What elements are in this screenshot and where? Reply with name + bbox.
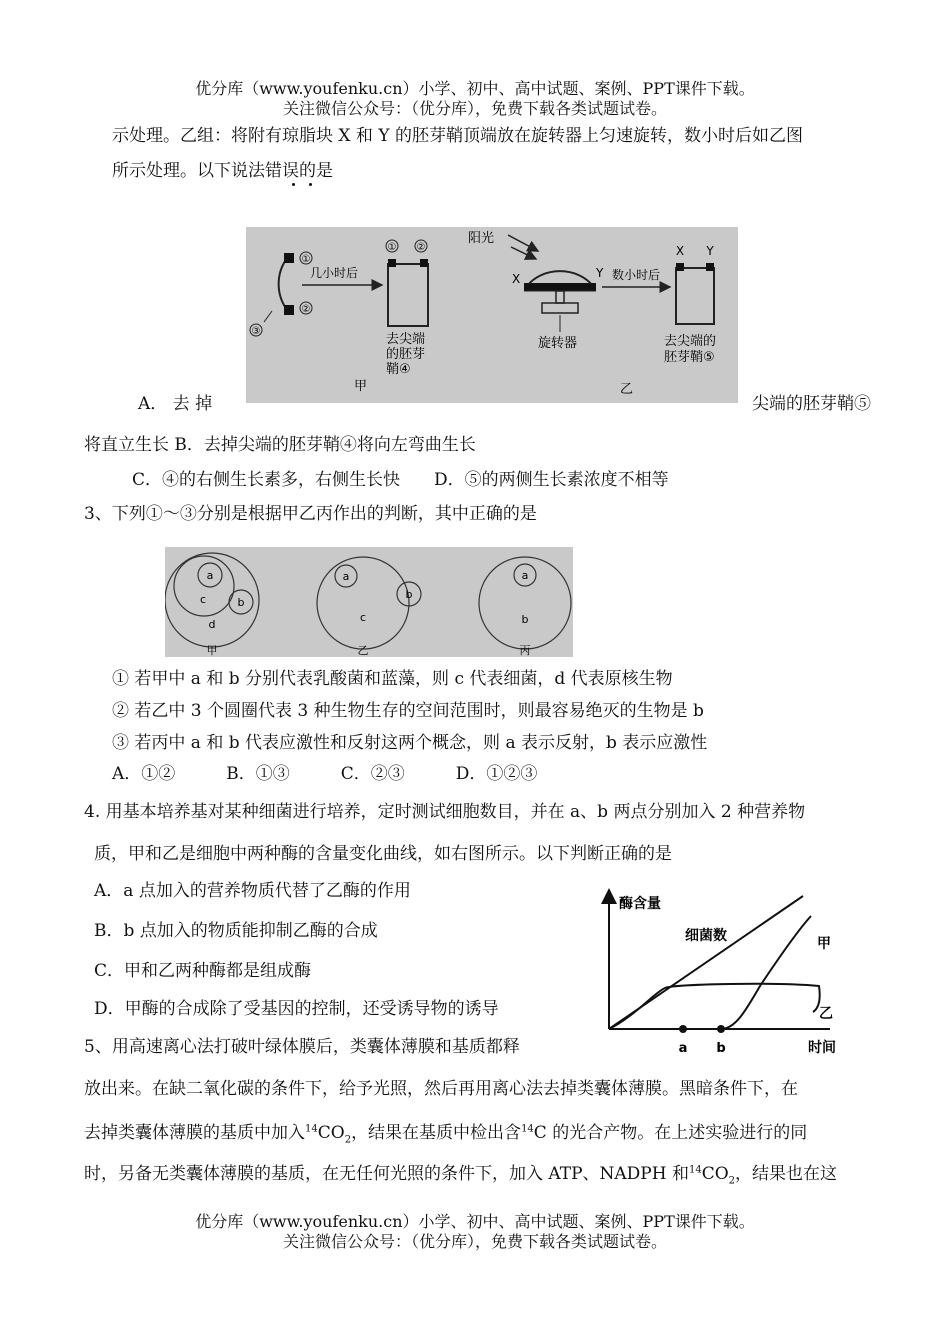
- arrow-b-label: 数小时后: [611, 268, 661, 282]
- agar-block-2: [284, 305, 294, 315]
- arrow-a-label: 几小时后: [309, 266, 359, 280]
- footer-line-1: 优分库（www.youfenku.cn）小学、初中、高中试题、案例、PPT课件下载。: [195, 1212, 755, 1231]
- q5-line-4: 时，另备无类囊体薄膜的基质，在无任何光照的条件下，加入 ATP、NADPH 和$^{14}CO_2$，结果也在这: [84, 1164, 838, 1187]
- q2-option-c-d: C．④的右侧生长素多，右侧生长快 D．⑤的两侧生长素浓度不相等: [132, 470, 669, 490]
- series-yi-line: [609, 984, 820, 1029]
- caption-b-line-1: 去尖端的: [664, 334, 717, 349]
- enzyme-chart: [595, 888, 860, 1058]
- rotator-label: 旋转器: [538, 336, 578, 351]
- top-label-2: ②: [416, 242, 426, 253]
- bing-b: b: [521, 613, 529, 626]
- figure-background: [246, 227, 738, 403]
- x-axis-label: 时间: [808, 1040, 836, 1056]
- jia-a: a: [206, 569, 214, 582]
- y-axis-label: 酶含量: [619, 896, 661, 912]
- q3-statement-2: ② 若乙中 3 个圆圈代表 3 种生物生存的空间范围时，则最容易绝灭的生物是 b: [112, 701, 704, 721]
- top-label-x: X: [675, 244, 685, 258]
- q4-option-d: D．甲酶的合成除了受基因的控制，还受诱导物的诱导: [94, 999, 499, 1019]
- emphasis-dot: [292, 183, 295, 186]
- q2-option-a-right: 尖端的胚芽鞘⑤: [752, 394, 871, 414]
- yi-a: a: [342, 570, 350, 583]
- q3-statement-3: ③ 若丙中 a 和 b 代表应激性和反射这两个概念，则 a 表示反射，b 表示应激性: [112, 733, 708, 753]
- agar-block-1: [284, 253, 294, 263]
- marker-b: [717, 1025, 725, 1033]
- caption-a-line-1: 去尖端: [386, 332, 426, 347]
- circle-2-label: ②: [301, 304, 311, 315]
- bing-name: 丙: [519, 644, 531, 657]
- coleoptile-figure: [246, 227, 738, 403]
- circle-1-label: ①: [301, 254, 311, 265]
- series-bacteria-label: 细菌数: [685, 928, 727, 944]
- label-y: Y: [596, 266, 604, 280]
- q5-line-1: 5、用高速离心法打破叶绿体膜后，类囊体薄膜和基质都释: [84, 1037, 520, 1057]
- series-jia-label: 甲: [817, 936, 831, 952]
- emphasis-dot: [309, 183, 312, 186]
- header-line-1: 优分库（www.youfenku.cn）小学、初中、高中试题、案例、PPT课件下载。: [195, 79, 755, 98]
- label-yi: 乙: [620, 382, 634, 397]
- q4-option-c: C．甲和乙两种酶都是组成酶: [94, 961, 312, 981]
- bing-a: a: [521, 569, 529, 582]
- jia-d: d: [208, 618, 216, 631]
- label-jia: 甲: [354, 379, 368, 394]
- q5-line-3: 去掉类囊体薄膜的基质中加入$^{14}CO_2$，结果在基质中检出含$^{14}$C 的光合产物。在上述实验进行的同: [84, 1123, 808, 1146]
- q3-statement-1: ① 若甲中 a 和 b 分别代表乳酸菌和蓝藻，则 c 代表细菌，d 代表原核生物: [112, 669, 673, 689]
- circle-3-label: ③: [251, 326, 261, 337]
- q2-intro-line-1: 示处理。乙组：将附有琼脂块 X 和 Y 的胚芽鞘顶端放在旋转器上匀速旋转，数小时后如乙图: [112, 126, 803, 146]
- venn-figure: [165, 547, 573, 657]
- jia-b: b: [237, 596, 245, 609]
- q2-option-a-b: 将直立生长 B．去掉尖端的胚芽鞘④将向左弯曲生长: [84, 435, 476, 455]
- top-label-1: ①: [387, 242, 397, 253]
- q3-options: A．①② B．①③ C．②③ D．①②③: [112, 764, 538, 784]
- q4-stem-1: 4. 用基本培养基对某种细菌进行培养，定时测试细胞数目，并在 a、b 两点分别加入 2 种营养物: [84, 802, 806, 822]
- marker-a: [679, 1025, 687, 1033]
- caption-b-line-2: 胚芽鞘⑤: [664, 350, 715, 365]
- q2-option-a-left: A． 去 掉: [138, 394, 213, 414]
- jia-name: 甲: [206, 644, 218, 657]
- marker-a-label: a: [678, 1041, 688, 1056]
- q4-option-b: B．b 点加入的物质能抑制乙酶的合成: [94, 921, 378, 941]
- marker-b-label: b: [716, 1041, 726, 1056]
- jia-c: c: [199, 593, 207, 606]
- top-label-y: Y: [706, 244, 714, 258]
- footer-line-2: 关注微信公众号：（优分库），免费下载各类试题试卷。: [282, 1232, 667, 1251]
- yi-name: 乙: [357, 644, 369, 657]
- q5-line-2: 放出来。在缺二氧化碳的条件下，给予光照，然后再用离心法去掉类囊体薄膜。黑暗条件下，在: [84, 1079, 798, 1099]
- q4-option-a: A．a 点加入的营养物质代替了乙酶的作用: [94, 881, 411, 901]
- yi-c: c: [359, 611, 367, 624]
- label-x: X: [512, 272, 521, 286]
- caption-a-line-2: 的胚芽: [386, 347, 426, 362]
- caption-a-line-3: 鞘④: [386, 362, 411, 377]
- q3-stem: 3、下列①～③分别是根据甲乙丙作出的判断，其中正确的是: [84, 504, 537, 524]
- agar-xy: [524, 283, 596, 291]
- q2-intro-line-2: 所示处理。以下说法错误的是: [112, 161, 333, 181]
- yi-b: b: [405, 588, 413, 601]
- series-yi-label: 乙: [819, 1006, 833, 1022]
- q4-stem-2: 质，甲和乙是细胞中两种酶的含量变化曲线，如右图所示。以下判断正确的是: [94, 844, 672, 864]
- header-line-2: 关注微信公众号：（优分库），免费下载各类试题试卷。: [282, 99, 667, 118]
- sunlight-label: 阳光: [468, 231, 495, 246]
- venn-background: [165, 547, 573, 657]
